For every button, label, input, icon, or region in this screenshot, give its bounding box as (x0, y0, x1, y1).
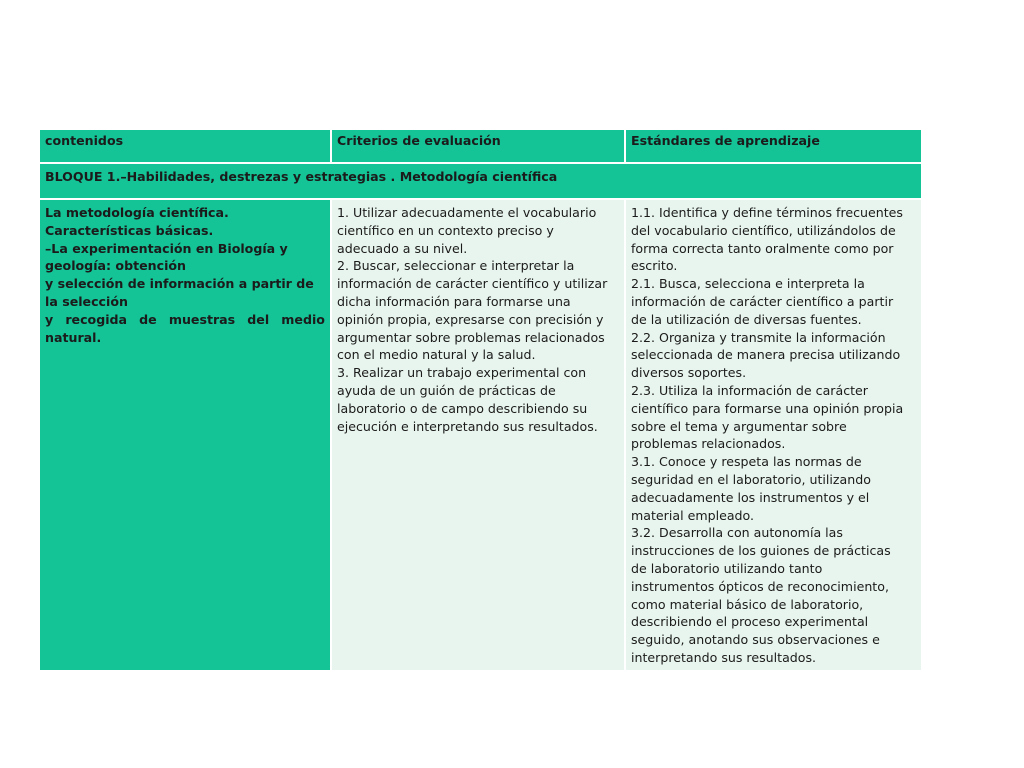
criteria-line: 1. Utilizar adecuadamente el vocabulario (337, 205, 597, 220)
criteria-line: ejecución e interpretando sus resultados. (337, 418, 598, 434)
standards-line: 3.2. Desarrolla con autonomía las (631, 525, 843, 541)
contents-line: la selección (45, 293, 128, 309)
criteria-line: laboratorio o de campo describiendo su (337, 400, 588, 416)
criteria-line: información de carácter científico y utilizar (337, 276, 608, 292)
criteria-line: con el medio natural y la salud. (337, 347, 536, 363)
block-title-row (39, 163, 922, 199)
standards-line: instrumentos ópticos de reconocimiento, (631, 578, 889, 594)
criteria-line: 3. Realizar un trabajo experimental con (337, 365, 587, 381)
criteria-line: argumentar sobre problemas relacionados (337, 329, 605, 345)
header-criterios: Criterios de evaluación (331, 129, 625, 163)
contents-line: –La experimentación en Biología y (45, 240, 288, 256)
criteria-line: dicha información para formarse una (337, 293, 571, 309)
standards-line: de la utilización de diversas fuentes. (631, 311, 862, 327)
contents-line: La metodología científica. (45, 205, 229, 220)
contents-line: geología: obtención (45, 258, 187, 274)
standards-line: de laboratorio utilizando tanto (631, 560, 823, 576)
standards-cell (625, 199, 922, 671)
standards-line: 2.1. Busca, selecciona e interpreta la (631, 276, 865, 292)
standards-line: sobre el tema y argumentar sobre (631, 418, 847, 434)
standards-line: adecuadamente los instrumentos y el (631, 489, 870, 505)
contents-word: del (247, 311, 270, 327)
content-row (39, 199, 922, 671)
curriculum-table (38, 128, 923, 672)
criteria-line: ayuda de un guión de prácticas de (337, 382, 556, 398)
criteria-line: adecuado a su nivel. (337, 240, 468, 256)
table-header-row (39, 129, 922, 163)
contents-line: Características básicas. (45, 222, 214, 238)
standards-line: material empleado. (631, 507, 755, 523)
criteria-cell (331, 199, 625, 671)
contents-word: muestras (168, 311, 236, 327)
contents-word: medio (281, 311, 325, 327)
criteria-line: 2. Buscar, seleccionar e interpretar la (337, 258, 575, 274)
standards-line: seleccionada de manera precisa utilizando (631, 347, 901, 363)
standards-line: del vocabulario científico, utilizándolos de (631, 222, 896, 238)
contents-word: de (139, 311, 157, 327)
standards-line: describiendo el proceso experimental (631, 614, 869, 630)
header-contenidos: contenidos (39, 129, 331, 163)
contents-word: recogida (65, 311, 128, 327)
standards-line: 2.3. Utiliza la información de carácter (631, 382, 868, 398)
contents-word: y (45, 311, 54, 327)
header-estandares: Estándares de aprendizaje (625, 129, 922, 163)
standards-line: información de carácter científico a partir (631, 293, 894, 309)
block-title: BLOQUE 1.–Habilidades, destrezas y estrategias . Metodología científica (39, 163, 922, 199)
contents-justified-line (45, 311, 325, 329)
standards-line: 2.2. Organiza y transmite la información (631, 329, 886, 345)
standards-line: interpretando sus resultados. (631, 649, 817, 665)
standards-line: problemas relacionados. (631, 436, 786, 452)
standards-line: instrucciones de los guiones de prácticas (631, 543, 891, 559)
criteria-line: opinión propia, expresarse con precisión y (337, 311, 604, 327)
standards-line: diversos soportes. (631, 365, 747, 381)
criteria-line: científico en un contexto preciso y (337, 222, 554, 238)
contents-line: y selección de información a partir de (45, 276, 314, 292)
standards-line: seguridad en el laboratorio, utilizando (631, 471, 871, 487)
standards-line: 1.1. Identifica y define términos frecuentes (631, 205, 903, 220)
standards-line: seguido, anotando sus observaciones e (631, 632, 880, 648)
standards-line: forma correcta tanto oralmente como por (631, 240, 894, 256)
standards-line: científico para formarse una opinión propia (631, 400, 904, 416)
standards-line: como material básico de laboratorio, (631, 596, 864, 612)
standards-line: escrito. (631, 258, 678, 274)
contents-line: natural. (45, 329, 102, 345)
standards-line: 3.1. Conoce y respeta las normas de (631, 454, 862, 470)
contents-cell (39, 199, 331, 671)
